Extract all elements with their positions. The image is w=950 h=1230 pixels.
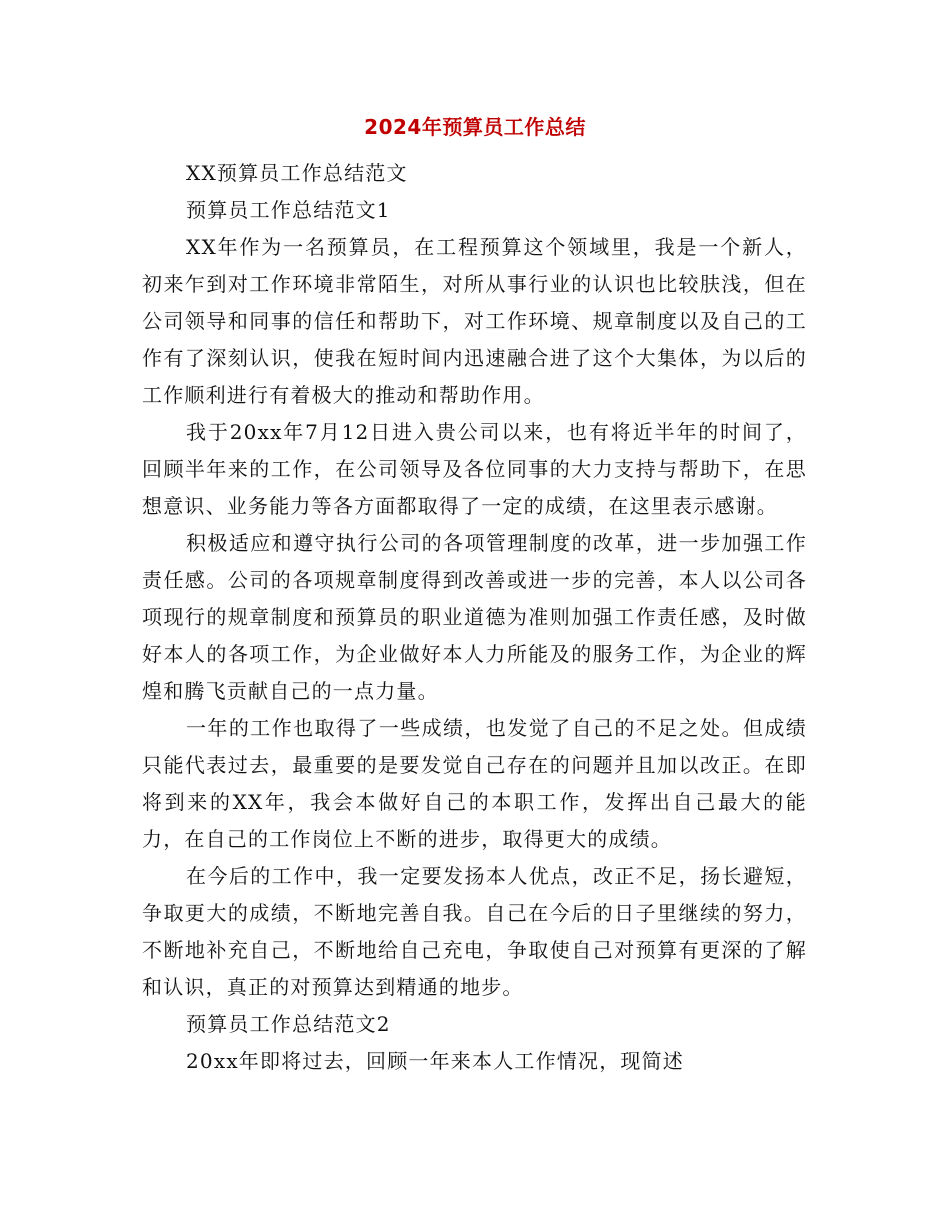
paragraph-review: 我于20xx年7月12日进入贵公司以来，也有将近半年的时间了，回顾半年来的工作，在公司领导及各位同事的大力支持与帮助下，在思想意识、业务能力等各方面都取得了一定的成绩，在这里表示感谢。 [142,420,807,518]
paragraph-heading-sample-1: 预算员工作总结范文1 [186,198,391,222]
paragraph-intro: XX年作为一名预算员，在工程预算这个领域里，我是一个新人，初来乍到对工作环境非常陌生，对所从事行业的认识也比较肤浅，但在公司领导和同事的信任和帮助下，对工作环境、规章制度以及自己的工作有了深刻认识，使我在短时间内迅速融合进了这个大集体，为以后的工作顺利进行有着极大的推动和帮助作用。 [142,235,807,407]
paragraph-responsibility: 积极适应和遵守执行公司的各项管理制度的改革，进一步加强工作责任感。公司的各项规章制度得到改善或进一步的完善，本人以公司各项现行的规章制度和预算员的职业道德为准则加强工作责任感，及时做好本人的各项工作，为企业做好本人力所能及的服务工作，为企业的辉煌和腾飞贡献自己的一点力量。 [142,531,807,703]
paragraph-heading-main: XX预算员工作总结范文 [186,161,408,185]
paragraph-future: 在今后的工作中，我一定要发扬本人优点，改正不足，扬长避短，争取更大的成绩，不断地完善自我。自己在今后的日子里继续的努力，不断地补充自己，不断地给自己充电，争取使自己对预算有更深的了解和认识，真正的对预算达到精通的地步。 [142,864,807,999]
paragraph-heading-sample-2: 预算员工作总结范文2 [186,1012,391,1036]
document-body [142,155,807,1080]
paragraph-achievements: 一年的工作也取得了一些成绩，也发觉了自己的不足之处。但成绩只能代表过去，最重要的是要发觉自己存在的问题并且加以改正。在即将到来的XX年，我会本做好自己的本职工作，发挥出自己最大的能力，在自己的工作岗位上不断的进步，取得更大的成绩。 [142,716,807,851]
document-title: 2024年预算员工作总结 [364,115,586,139]
paragraph-summary-start: 20xx年即将过去，回顾一年来本人工作情况，现简述 [186,1049,685,1073]
